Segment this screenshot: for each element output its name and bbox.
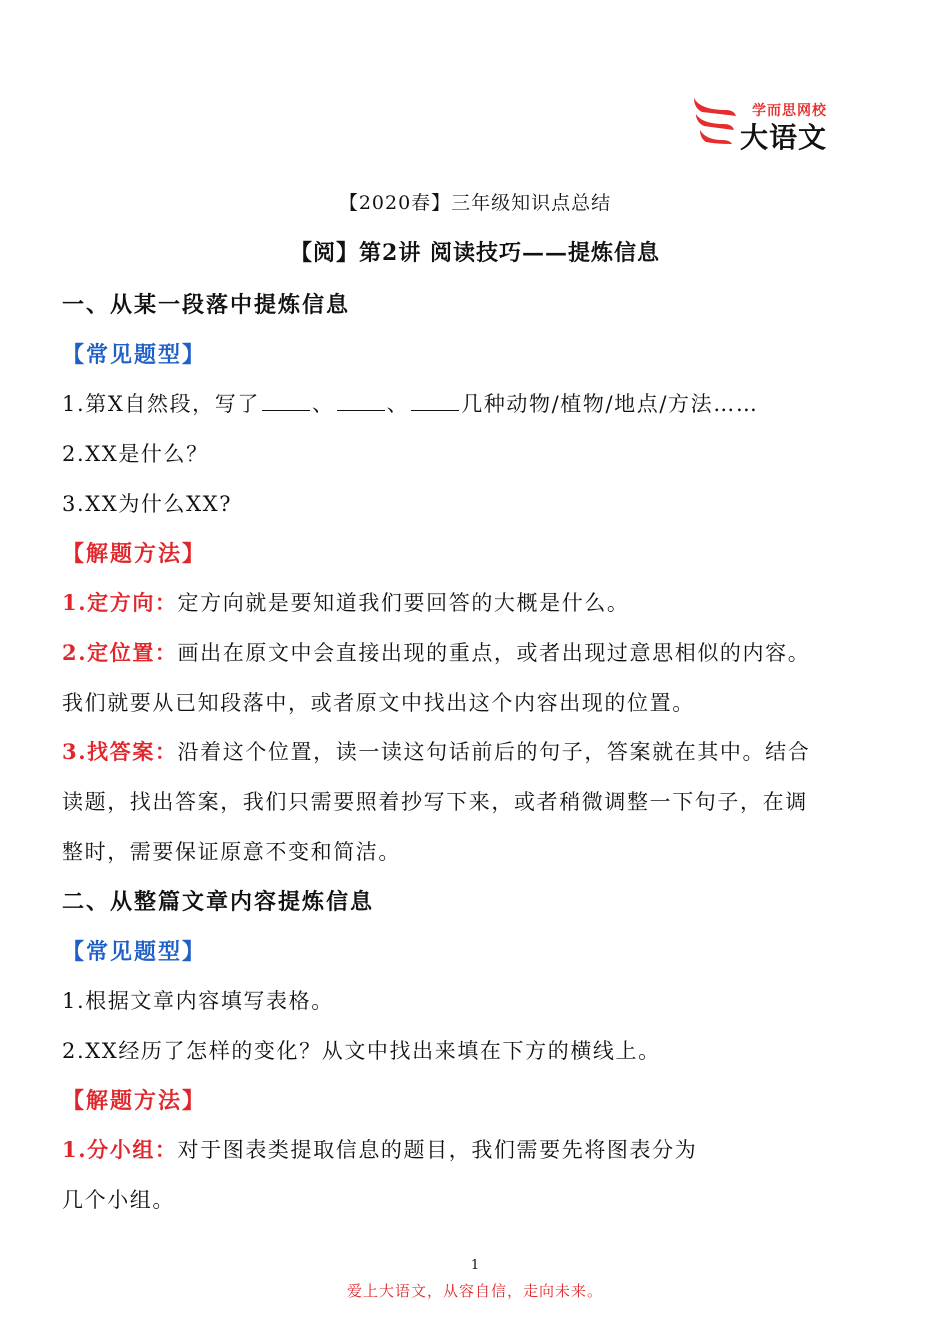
document-title: 【阅】第2讲 阅读技巧——提炼信息	[290, 240, 660, 266]
section1-method-3	[62, 736, 810, 766]
section2-method-1	[62, 1134, 697, 1164]
logo-big-text: 大语文	[740, 121, 828, 154]
document-subtitle: 【2020春】三年级知识点总结	[338, 192, 612, 214]
answer-blank	[411, 392, 459, 411]
section1-question-2: 2.XX是什么？	[62, 442, 209, 466]
method-1-text: 对于图表类提取信息的题目，我们需要先将图表分为	[177, 1138, 698, 1162]
answer-blank	[262, 392, 310, 411]
section1-method-3-cont1: 读题，找出答案，我们只需要照着抄写下来，或者稍微调整一下句子，在调	[62, 790, 808, 814]
section1-heading: 一、从某一段落中提炼信息	[62, 292, 351, 318]
section2-question-2: 2.XX经历了怎样的变化？从文中找出来填在下方的横线上。	[62, 1039, 661, 1063]
section1-method-1	[62, 587, 630, 617]
section1-method-3-cont2: 整时，需要保证原意不变和简洁。	[62, 840, 401, 864]
question-1-sep: 、	[312, 392, 335, 416]
section2-method-label: 【解题方法】	[62, 1088, 207, 1114]
question-1-start: 1.第X自然段，写了	[62, 392, 260, 416]
page-number: 1	[470, 1258, 480, 1273]
section1-question-3: 3.XX为什么XX?	[62, 492, 233, 516]
section1-types-label: 【常见题型】	[62, 342, 207, 368]
method-1-text: 定方向就是要知道我们要回答的大概是什么。	[177, 591, 630, 615]
brand-mark-icon	[690, 94, 738, 146]
section2-heading: 二、从整篇文章内容提炼信息	[62, 889, 375, 915]
section1-method-label: 【解题方法】	[62, 541, 207, 567]
method-2-label: 2.定位置：	[62, 640, 178, 665]
section1-method-2-cont: 我们就要从已知段落中，或者原文中找出这个内容出现的位置。	[62, 691, 695, 715]
section1-question-1	[62, 388, 758, 418]
brand-logo	[690, 92, 840, 154]
method-3-text: 沿着这个位置，读一读这句话前后的句子，答案就在其中。结合	[177, 740, 811, 764]
answer-blank	[337, 392, 385, 411]
question-1-end: 几种动物/植物/地点/方法……	[461, 392, 759, 416]
method-3-label: 3.找答案：	[62, 739, 178, 764]
section2-method-1-cont: 几个小组。	[62, 1188, 175, 1212]
section1-method-2	[62, 637, 810, 667]
section2-types-label: 【常见题型】	[62, 939, 207, 965]
method-1-label: 1.分小组：	[62, 1137, 178, 1162]
logo-small-text: 学而思网校	[752, 103, 827, 119]
method-2-text: 画出在原文中会直接出现的重点，或者出现过意思相似的内容。	[177, 641, 811, 665]
section2-question-1: 1.根据文章内容填写表格。	[62, 989, 334, 1013]
question-1-sep: 、	[386, 392, 410, 416]
method-1-label: 1.定方向：	[62, 590, 178, 615]
footer-slogan: 爱上大语文，从容自信，走向未来。	[346, 1282, 603, 1300]
